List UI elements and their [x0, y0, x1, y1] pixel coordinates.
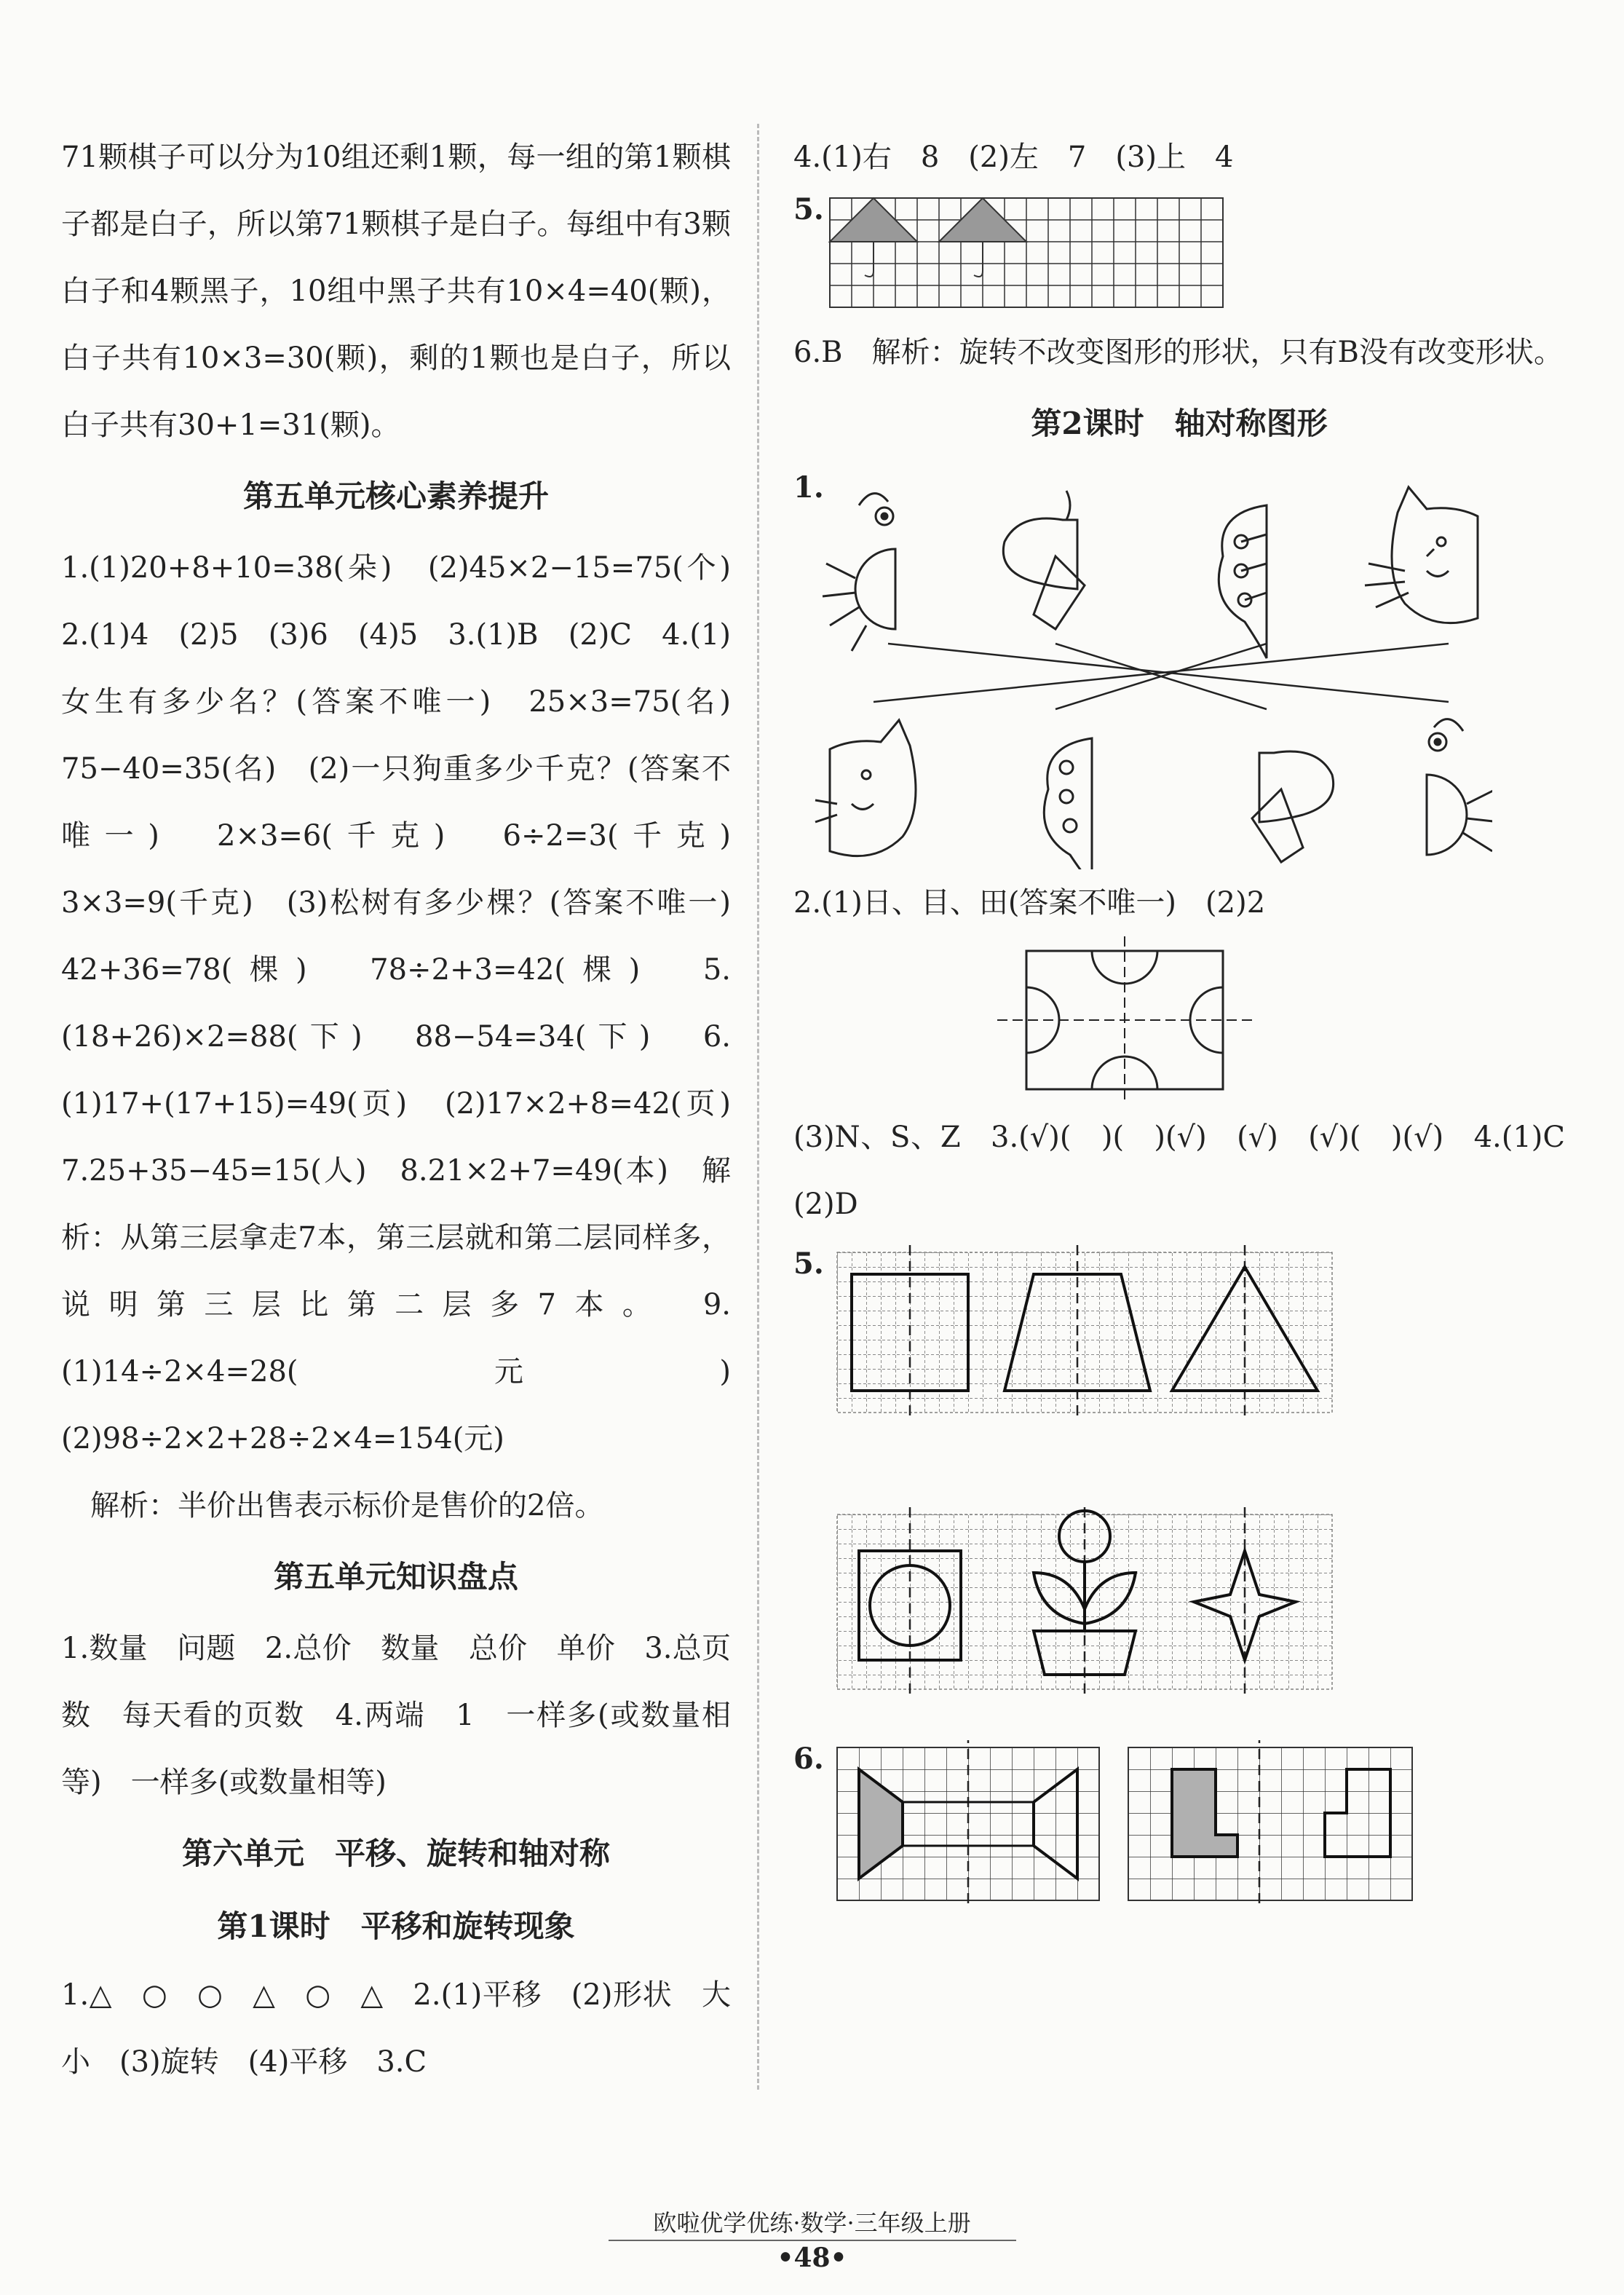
feather-half-top: [1219, 505, 1267, 658]
answer-6: 6.B 解析：旋转不改变图形的形状，只有B没有改变形状。: [793, 336, 1563, 369]
crab-half-bottom: [1427, 719, 1492, 855]
matching-lines: [874, 644, 1449, 709]
crab-half-top: [823, 494, 895, 651]
cat-half-top: [1365, 487, 1478, 623]
unit5-knowledge-answers: 1.数量 问题 2.总价 数量 总价 单价 3.总页数 每天看的页数 4.两端 1 一样多(或数量相等) 一样多(或数量相等): [61, 1632, 731, 1799]
answer-2: 2.(1)日、目、田(答案不唯一) (2)2: [793, 886, 1266, 920]
cat-half-bottom: [815, 720, 916, 856]
unit5-knowledge-title: 第五单元知识盘点: [273, 1559, 518, 1595]
left-column: [61, 124, 760, 2095]
feather-half-bottom: [1044, 738, 1092, 869]
right-column: [793, 124, 1594, 1908]
unit5-core-title: 第五单元核心素养提升: [242, 478, 549, 514]
lesson1-title: 第1课时 平移和旋转现象: [217, 1908, 575, 1944]
lesson2-title: 第2课时 轴对称图形: [1031, 406, 1328, 441]
book-title: 欧啦优学优练·数学·三年级上册: [653, 2209, 971, 2237]
intro-paragraph: 71颗棋子可以分为10组还剩1颗，每一组的第1颗棋子都是白子，所以第71颗棋子是白子。每组中有3颗白子和4颗黑子，10组中黑子共有10×4=40(颗)，白子共有10×3=30(颗)，剩的1颗也是白子，所以白子共有30+1=31(颗)。: [61, 141, 731, 442]
answer-5-figure: [793, 191, 1565, 315]
unit5-core-answers: 1.(1)20+8+10=38(朵) (2)45×2−15=75(个) 2.(1)4 (2)5 (3)6 (4)5 3.(1)B (2)C 4.(1)女生有多少名？(答案不唯一) 25×3=75(名) 75−40=35(名) (2)一只狗重多少千克？(答案不唯一) 2×3=6(千克) 6÷2=3(千克) 3×3=9(千克) (3)松树有多少棵？(答案不唯一) 42+36=78(棵) 78÷2+3=42(棵) 5.(18+26)×2=88(下) 88−54=34(下) 6.(1)17+(17+15)=49(页) (2)17×2+8=42(页) 7.25+35−45=15(人) 8.21×2+7=49(本) 解析：从第三层拿走7本，第三层就和第二层同样多，说明第三层比第二层多7本。 9.(1)14÷2×4=28(元) (2)98÷2×2+28÷2×4=154(元): [61, 551, 760, 1455]
matching-diagram: [793, 462, 1492, 869]
lesson1-answers: 1.△ ○ ○ △ ○ △ 2.(1)平移 (2)形状 大小 (3)旋转 (4)平移 3.C: [61, 1978, 731, 2079]
rectangle-axes-figure: [793, 936, 1565, 1104]
dotted-grids: [793, 1238, 1492, 1740]
unit5-core-note: 解析：半价出售表示标价是售价的2倍。: [90, 1489, 604, 1522]
q6b-label: 6.: [793, 1742, 824, 1776]
page-number: •48•: [777, 2243, 847, 2273]
symmetry-completion-figure: [793, 1238, 1565, 1740]
wing-half-top: [1003, 491, 1085, 629]
answer-5-label: 5.: [793, 192, 824, 226]
q5b-label: 5.: [793, 1247, 824, 1281]
page-footer: [0, 2206, 1624, 2275]
translation-grid: [793, 191, 1230, 315]
answer-4: 4.(1)右 8 (2)左 7 (3)上 4: [793, 141, 1234, 174]
unit6-title: 第六单元 平移、旋转和轴对称: [181, 1836, 610, 1871]
wing-half-bottom: [1252, 751, 1334, 862]
rectangle-with-axes: [793, 936, 1492, 1104]
q1-label: 1.: [793, 470, 824, 505]
symmetry-matching-figure: [793, 462, 1565, 869]
translation-figure-6: [793, 1740, 1565, 1908]
grid-pair: [793, 1740, 1492, 1908]
answer-3-4: (3)N、S、Z 3.(√)( )( )(√) (√) (√)( )(√) 4.(1)C (2)D: [793, 1121, 1594, 1221]
